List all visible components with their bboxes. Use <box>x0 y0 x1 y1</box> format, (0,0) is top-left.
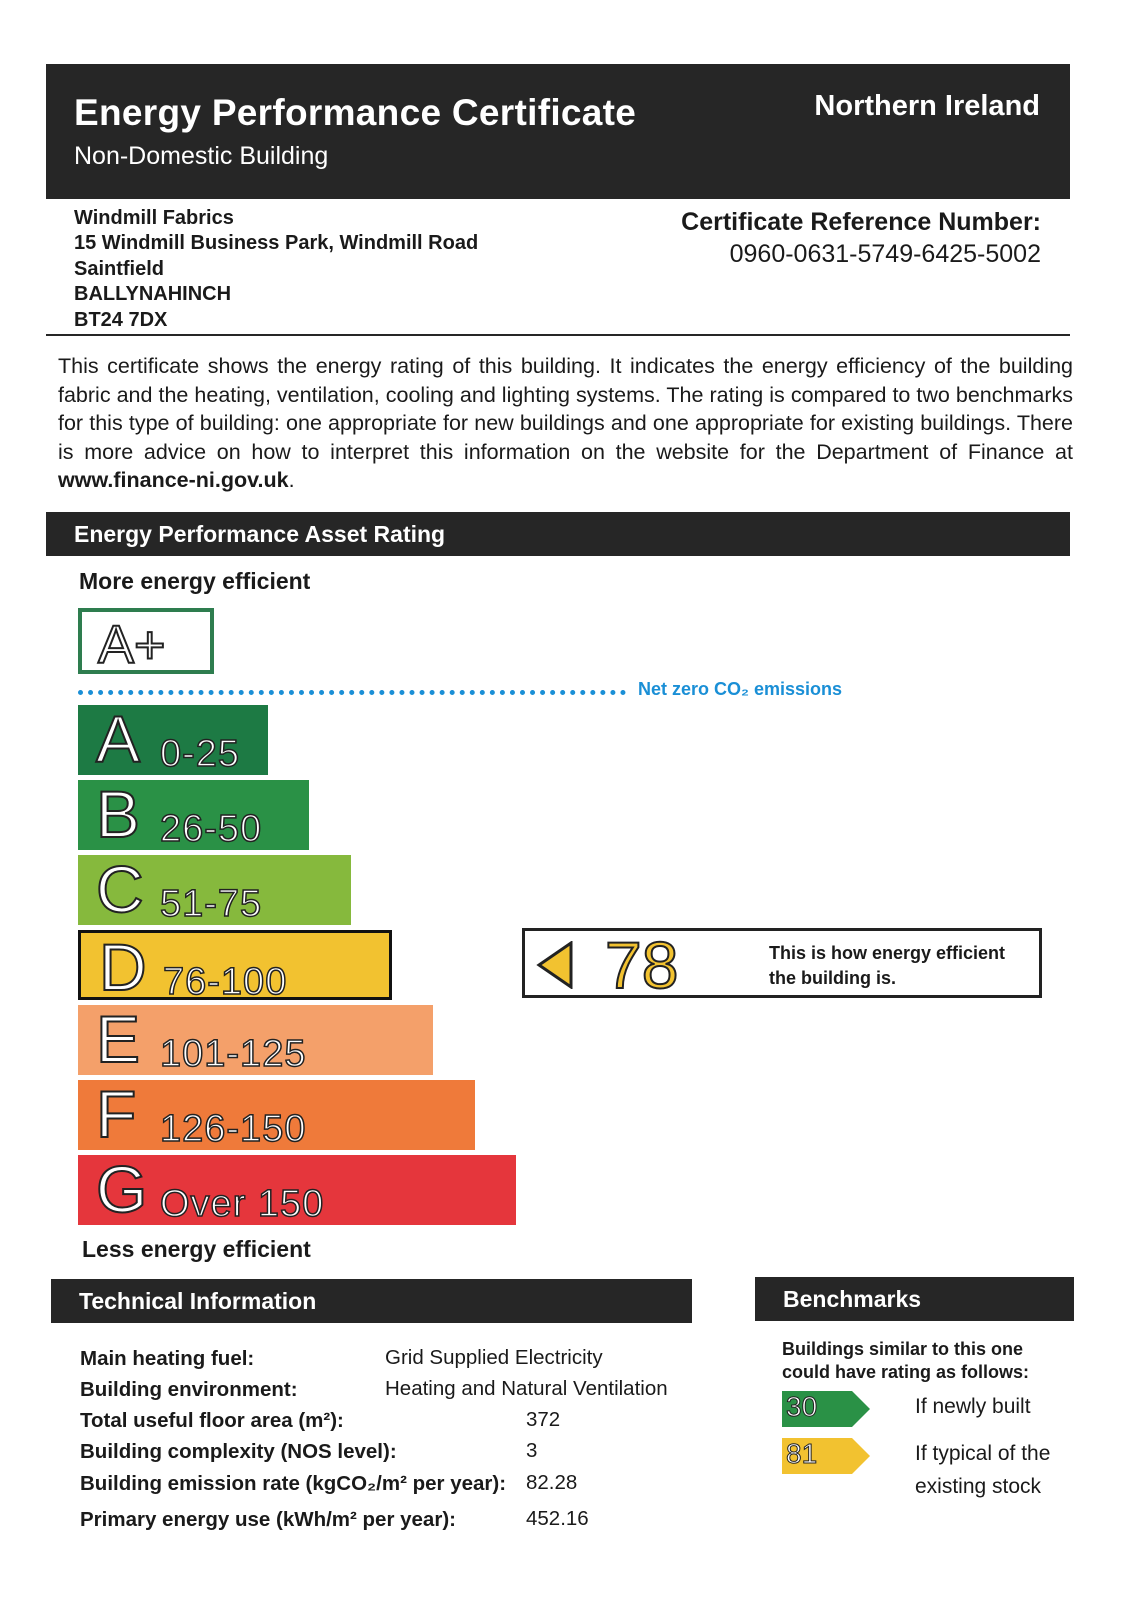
tech-value-floor-area: 372 <box>526 1408 561 1431</box>
divider <box>46 334 1070 336</box>
band-a <box>78 702 268 776</box>
tech-value-building-environment: Heating and Natural Ventilation <box>385 1377 668 1400</box>
arrow-left-icon <box>535 941 575 989</box>
current-rating-indicator <box>522 928 1042 1002</box>
address-line-4: BALLYNAHINCH <box>74 283 232 305</box>
benchmarks-heading: Benchmarks <box>755 1277 1074 1321</box>
benchmark-existing-description: If typical of the existing stock <box>915 1442 1051 1498</box>
band-aplus-label: A+ <box>98 615 166 675</box>
band-c-letter: C <box>96 852 144 926</box>
address-line-5: BT24 7DX <box>74 309 168 331</box>
band-a-letter: A <box>96 702 141 776</box>
benchmark-existing-tag <box>782 1438 872 1474</box>
tech-value-heating-fuel: Grid Supplied Electricity <box>385 1346 603 1369</box>
region-label: Northern Ireland <box>814 90 1040 122</box>
band-b <box>78 777 309 851</box>
benchmark-new-description: If newly built <box>915 1395 1031 1418</box>
band-g-range: Over 150 <box>160 1183 325 1225</box>
benchmark-new-tag <box>782 1391 872 1427</box>
benchmarks-caption: Buildings similar to this one could have rating as follows: <box>782 1339 1030 1382</box>
band-g-letter: G <box>96 1152 148 1226</box>
tech-label-emission-rate: Building emission rate (kgCO₂/m² per year): <box>80 1472 507 1495</box>
net-zero-label: Net zero CO₂ emissions <box>638 679 843 699</box>
intro-text: This certificate shows the energy rating of this building. It indicates the energy efficiency of the building fabric and the heating, ventilation, cooling and lighting systems. The rating is compared to two benchmarks for this type of building: one appropriate for new buildings and one appropriate for existing buildings. There is more advice on how to interpret this information on the website for the Department of Finance at <box>58 354 1073 464</box>
tech-label-building-complexity: Building complexity (NOS level): <box>80 1440 397 1463</box>
current-rating-value: 78 <box>605 928 679 1002</box>
band-b-letter: B <box>96 777 141 851</box>
band-b-range: 26-50 <box>160 808 263 850</box>
band-a-range: 0-25 <box>160 733 241 775</box>
address-line-1: Windmill Fabrics <box>74 207 234 229</box>
band-f-range: 126-150 <box>160 1108 307 1150</box>
band-f-letter: F <box>96 1077 137 1151</box>
page-subtitle: Non-Domestic Building <box>74 142 329 170</box>
tech-label-heating-fuel: Main heating fuel: <box>80 1347 255 1370</box>
more-efficient-label: More energy efficient <box>79 568 311 594</box>
benchmark-existing-value: 81 <box>786 1438 818 1469</box>
net-zero-dotted-line <box>78 690 626 695</box>
page-title: Energy Performance Certificate <box>74 92 637 133</box>
certificate-header <box>46 64 1070 199</box>
band-e-range: 101-125 <box>160 1033 307 1075</box>
tech-value-emission-rate: 82.28 <box>526 1471 578 1494</box>
band-g <box>78 1152 516 1226</box>
benchmark-new-value: 30 <box>786 1391 818 1422</box>
technical-information-heading: Technical Information <box>51 1279 692 1323</box>
address-line-2: 15 Windmill Business Park, Windmill Road <box>74 232 479 254</box>
tech-label-primary-energy: Primary energy use (kWh/m² per year): <box>80 1508 456 1531</box>
band-f <box>78 1077 475 1151</box>
certificate-reference-label: Certificate Reference Number: <box>681 208 1041 236</box>
less-efficient-label: Less energy efficient <box>82 1236 311 1262</box>
band-e-letter: E <box>96 1002 141 1076</box>
band-d-range: 76-100 <box>163 961 288 1003</box>
address-line-3: Saintfield <box>74 258 165 280</box>
band-aplus <box>78 608 214 674</box>
tech-value-building-complexity: 3 <box>526 1439 538 1462</box>
intro-end: . <box>288 468 295 492</box>
current-rating-caption-line-2: the building is. <box>769 968 896 988</box>
band-c <box>78 852 351 926</box>
band-e <box>78 1002 433 1076</box>
band-c-range: 51-75 <box>160 883 263 925</box>
asset-rating-heading: Energy Performance Asset Rating <box>46 512 1070 556</box>
band-d-letter: D <box>99 930 147 1004</box>
website-link[interactable]: www.finance-ni.gov.uk <box>58 468 289 492</box>
tech-label-floor-area: Total useful floor area (m²): <box>80 1409 344 1432</box>
tech-label-building-environment: Building environment: <box>80 1378 298 1401</box>
tech-value-primary-energy: 452.16 <box>526 1507 589 1530</box>
band-d <box>78 930 392 1004</box>
current-rating-caption <box>769 941 1005 991</box>
intro-paragraph <box>58 352 1073 495</box>
certificate-reference-number: 0960-0631-5749-6425-5002 <box>729 240 1041 268</box>
current-rating-caption-line-1: This is how energy efficient <box>769 943 1006 963</box>
